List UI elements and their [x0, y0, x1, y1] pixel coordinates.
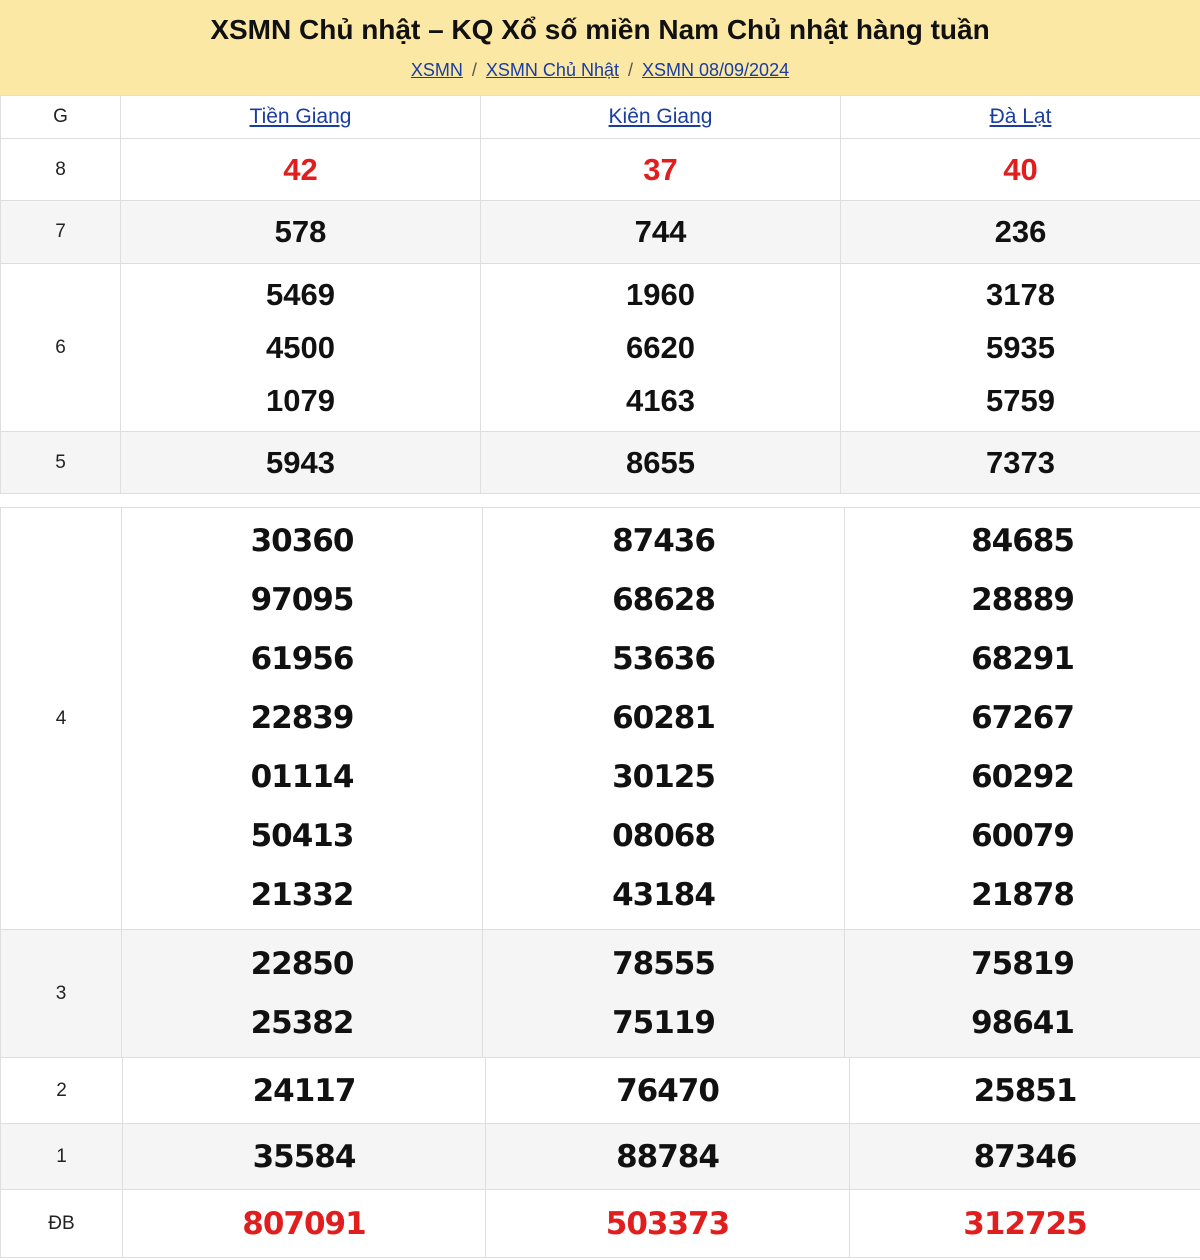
- prize-value: 25851: [850, 1058, 1200, 1124]
- prize-value: 53636: [612, 641, 715, 677]
- prize-value: 1960: [626, 277, 695, 312]
- prize-value: 43184: [612, 877, 715, 913]
- prize-label: ĐB: [1, 1190, 123, 1258]
- prize-value: 5469: [266, 277, 335, 312]
- province-link-kien-giang[interactable]: Kiên Giang: [608, 105, 713, 128]
- prize-value: 3178: [986, 277, 1055, 312]
- prize-value: 67267: [971, 700, 1074, 736]
- prize-value: 5935: [986, 330, 1055, 365]
- prize-value: 1079: [266, 383, 335, 418]
- prize-value: 42: [121, 139, 481, 201]
- prize-value: 37: [481, 139, 841, 201]
- prize-cell: [483, 930, 845, 1058]
- prize-value: 60079: [971, 818, 1074, 854]
- prize-value: 75119: [612, 1004, 715, 1041]
- page-header: [0, 0, 1200, 95]
- prize-value: 87436: [612, 523, 715, 559]
- prize-value: 78555: [612, 945, 715, 982]
- province-link-da-lat[interactable]: Đà Lạt: [989, 105, 1052, 128]
- prize-value: 22850: [250, 945, 354, 982]
- prize-value: 6620: [626, 330, 695, 365]
- page-title: XSMN Chủ nhật – KQ Xổ số miền Nam Chủ nhật hàng tuần: [210, 14, 990, 45]
- results-table-bottom: [0, 1057, 1200, 1258]
- prize-value: 8655: [481, 432, 841, 494]
- special-prize-value: 312725: [850, 1190, 1200, 1258]
- prize-value: 25382: [250, 1004, 354, 1041]
- prize-value: 30125: [612, 759, 715, 795]
- prize-label: 5: [1, 432, 121, 494]
- prize-value: 84685: [971, 523, 1074, 559]
- prize-row-g4: [1, 508, 1200, 930]
- prize-cell: [845, 930, 1200, 1058]
- prize-value: 87346: [850, 1124, 1200, 1190]
- prize-value: 21878: [971, 877, 1074, 913]
- prize-value: 61956: [250, 641, 354, 677]
- prize-label: 7: [1, 201, 121, 264]
- prize-value: 22839: [250, 700, 354, 736]
- prize-row-g2: [1, 1058, 1200, 1124]
- prize-value: 236: [841, 201, 1200, 264]
- prize-column-header: G: [1, 96, 121, 139]
- special-prize-value: 503373: [486, 1190, 850, 1258]
- prize-row-g1: [1, 1124, 1200, 1190]
- prize-value: 98641: [971, 1004, 1074, 1041]
- prize-value: 88784: [486, 1124, 850, 1190]
- prize-cell: [122, 508, 483, 930]
- prize-value: 50413: [250, 818, 354, 854]
- prize-value: 21332: [250, 877, 354, 913]
- prize-cell: [483, 508, 845, 930]
- prize-label: 6: [1, 264, 121, 432]
- prize-row-g7: [1, 201, 1200, 264]
- prize-label: 4: [1, 508, 122, 930]
- prize-value: 4163: [626, 383, 695, 418]
- prize-cell: [845, 508, 1200, 930]
- prize-label: 2: [1, 1058, 123, 1124]
- breadcrumb-xsmn-chu-nhat[interactable]: XSMN Chủ Nhật: [485, 60, 619, 80]
- breadcrumb-separator: /: [627, 60, 633, 80]
- prize-cell: [481, 264, 841, 432]
- prize-row-g6: [1, 264, 1200, 432]
- prize-value: 68291: [971, 641, 1074, 677]
- prize-value: 35584: [123, 1124, 486, 1190]
- prize-value: 5759: [986, 383, 1055, 418]
- prize-value: 75819: [971, 945, 1074, 982]
- prize-value: 4500: [266, 330, 335, 365]
- prize-value: 28889: [971, 582, 1074, 618]
- breadcrumb-separator: /: [471, 60, 477, 80]
- prize-row-g8: [1, 139, 1200, 201]
- province-link-tien-giang[interactable]: Tiền Giang: [249, 105, 352, 128]
- prize-value: 68628: [612, 582, 715, 618]
- prize-value: 40: [841, 139, 1200, 201]
- prize-cell: [121, 264, 481, 432]
- prize-cell: [122, 930, 483, 1058]
- breadcrumb-xsmn[interactable]: XSMN: [410, 60, 463, 80]
- breadcrumb: [0, 60, 1200, 81]
- table-header-row: [1, 96, 1200, 139]
- prize-label: 3: [1, 930, 122, 1058]
- prize-value: 7373: [841, 432, 1200, 494]
- prize-label: 1: [1, 1124, 123, 1190]
- breadcrumb-xsmn-date[interactable]: XSMN 08/09/2024: [642, 60, 790, 80]
- results-table-lower: [0, 507, 1200, 1058]
- prize-value: 76470: [486, 1058, 850, 1124]
- prize-value: 24117: [123, 1058, 486, 1124]
- prize-value: 01114: [250, 759, 354, 795]
- prize-row-special: [1, 1190, 1200, 1258]
- prize-value: 60292: [971, 759, 1074, 795]
- prize-value: 5943: [121, 432, 481, 494]
- prize-value: 744: [481, 201, 841, 264]
- prize-value: 97095: [250, 582, 354, 618]
- prize-cell: [841, 264, 1200, 432]
- prize-label: 8: [1, 139, 121, 201]
- special-prize-value: 807091: [123, 1190, 486, 1258]
- prize-value: 08068: [612, 818, 715, 854]
- prize-value: 30360: [250, 523, 354, 559]
- prize-row-g3: [1, 930, 1200, 1058]
- prize-row-g5: [1, 432, 1200, 494]
- results-table-upper: [0, 95, 1200, 494]
- prize-value: 60281: [612, 700, 715, 736]
- prize-value: 578: [121, 201, 481, 264]
